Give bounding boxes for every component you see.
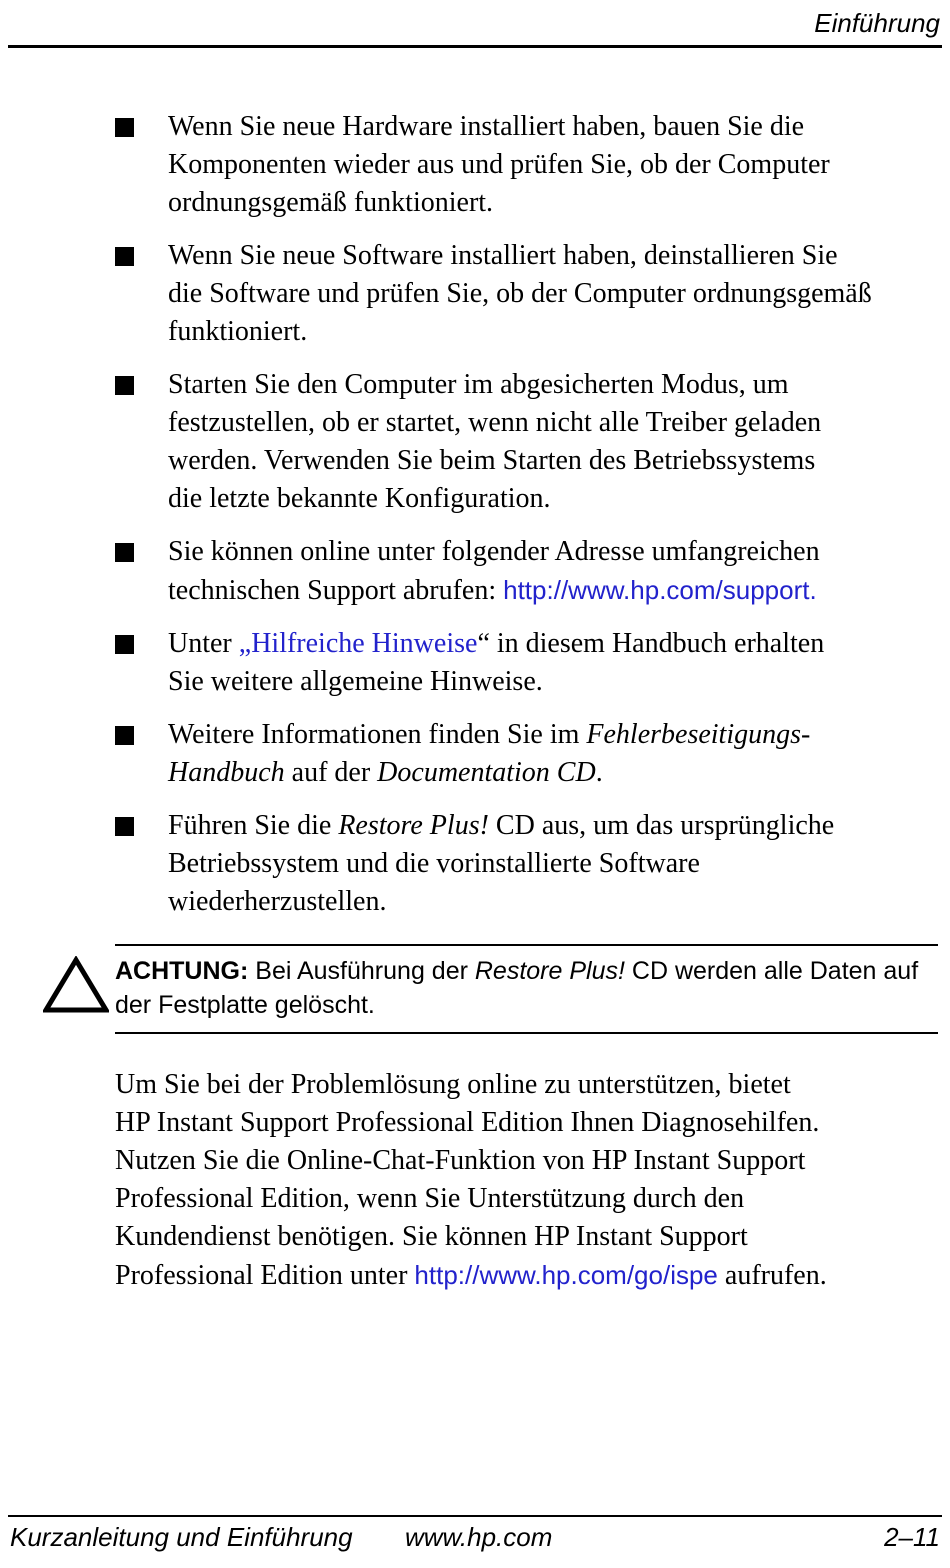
text-segment: CD werden alle Daten auf [624, 957, 919, 985]
bullet-text [168, 366, 947, 518]
footer-page-number: 2–11 [884, 1522, 940, 1552]
bullet-square-icon [115, 635, 134, 654]
bullet-item [115, 625, 947, 701]
header-title: Einführung [814, 8, 940, 38]
bullet-square-icon [115, 543, 134, 562]
text-segment: ACHTUNG: [115, 957, 249, 985]
text-segment: Komponenten wieder aus und prüfen Sie, ob der Computer [168, 149, 830, 180]
text-segment: . [595, 757, 603, 788]
footer-url: www.hp.com [405, 1522, 553, 1552]
caution-note [115, 944, 938, 1034]
bullet-text [168, 807, 947, 921]
caution-text [115, 954, 938, 1022]
text-segment: Fehlerbeseitigungs- [586, 719, 811, 750]
support-paragraph [115, 1066, 947, 1295]
bullet-text [168, 625, 947, 701]
text-segment: Restore Plus! [338, 810, 489, 841]
text-segment: Professional Edition, wenn Sie Unterstützung durch den [115, 1183, 745, 1214]
text-segment: “ in diesem Handbuch erhalten [477, 628, 825, 659]
page-footer [10, 1522, 940, 1562]
text-segment: Handbuch [168, 757, 285, 788]
text-segment: der Festplatte gelöscht. [115, 991, 375, 1019]
hilfreiche-hinweise-link[interactable]: „Hilfreiche Hinweise [238, 628, 478, 659]
text-segment: CD aus, um das ursprüngliche [488, 810, 835, 841]
text-segment: Betriebssystem und die vorinstallierte Software [168, 848, 700, 879]
text-segment: HP Instant Support Professional Edition Ihnen Diagnosehilfen. [115, 1107, 820, 1138]
text-segment: funktioniert. [168, 316, 308, 347]
text-segment: Documentation CD [377, 757, 596, 788]
text-segment: festzustellen, ob er startet, wenn nicht alle Treiber geladen [168, 407, 822, 438]
footer-rule [8, 1515, 942, 1517]
text-segment: Führen Sie die [168, 810, 339, 841]
hp-support-link[interactable]: http://www.hp.com/support. [503, 575, 817, 605]
bullet-item [115, 533, 947, 610]
warning-triangle-icon [43, 956, 109, 1014]
text-segment: wiederherzustellen. [168, 886, 387, 917]
bullet-list [115, 108, 947, 936]
bullet-square-icon [115, 726, 134, 745]
text-segment: Kundendienst benötigen. Sie können HP Instant Support [115, 1221, 748, 1252]
bullet-item [115, 366, 947, 518]
footer-doc-title: Kurzanleitung und Einführung [10, 1522, 353, 1552]
text-segment: Weitere Informationen finden Sie im [168, 719, 587, 750]
text-segment: ordnungsgemäß funktioniert. [168, 187, 494, 218]
bullet-square-icon [115, 376, 134, 395]
bullet-square-icon [115, 817, 134, 836]
text-segment: auf der [284, 757, 378, 788]
hp-ispe-link[interactable]: http://www.hp.com/go/ispe [414, 1260, 718, 1290]
header-rule [8, 45, 942, 48]
text-segment: technischen Support abrufen: [168, 575, 504, 606]
bullet-item [115, 108, 947, 222]
bullet-square-icon [115, 247, 134, 266]
text-segment: Wenn Sie neue Hardware installiert haben, bauen Sie die [168, 111, 805, 142]
bullet-item [115, 237, 947, 351]
bullet-item [115, 807, 947, 921]
bullet-text [168, 237, 947, 351]
text-segment: Sie können online unter folgender Adresse umfangreichen [168, 536, 820, 567]
text-segment: Professional Edition unter [115, 1260, 415, 1291]
text-segment: werden. Verwenden Sie beim Starten des Betriebssystems [168, 445, 816, 476]
text-segment: Sie weitere allgemeine Hinweise. [168, 666, 543, 697]
text-segment: Bei Ausführung der [248, 957, 475, 985]
text-segment: Starten Sie den Computer im abgesicherten Modus, um [168, 369, 789, 400]
text-segment: Nutzen Sie die Online-Chat-Funktion von HP Instant Support [115, 1145, 806, 1176]
bullet-text [168, 716, 947, 792]
text-segment: aufrufen. [717, 1260, 827, 1291]
text-segment: Restore Plus! [474, 957, 625, 985]
bullet-text [168, 533, 947, 610]
bullet-square-icon [115, 118, 134, 137]
text-segment: die Software und prüfen Sie, ob der Computer ordnungsgemäß [168, 278, 872, 309]
text-segment: die letzte bekannte Konfiguration. [168, 483, 551, 514]
text-segment: Um Sie bei der Problemlösung online zu unterstützen, bietet [115, 1069, 791, 1100]
text-segment: Unter [168, 628, 239, 659]
bullet-text [168, 108, 947, 222]
text-segment: Wenn Sie neue Software installiert haben, deinstallieren Sie [168, 240, 838, 271]
bullet-item [115, 716, 947, 792]
